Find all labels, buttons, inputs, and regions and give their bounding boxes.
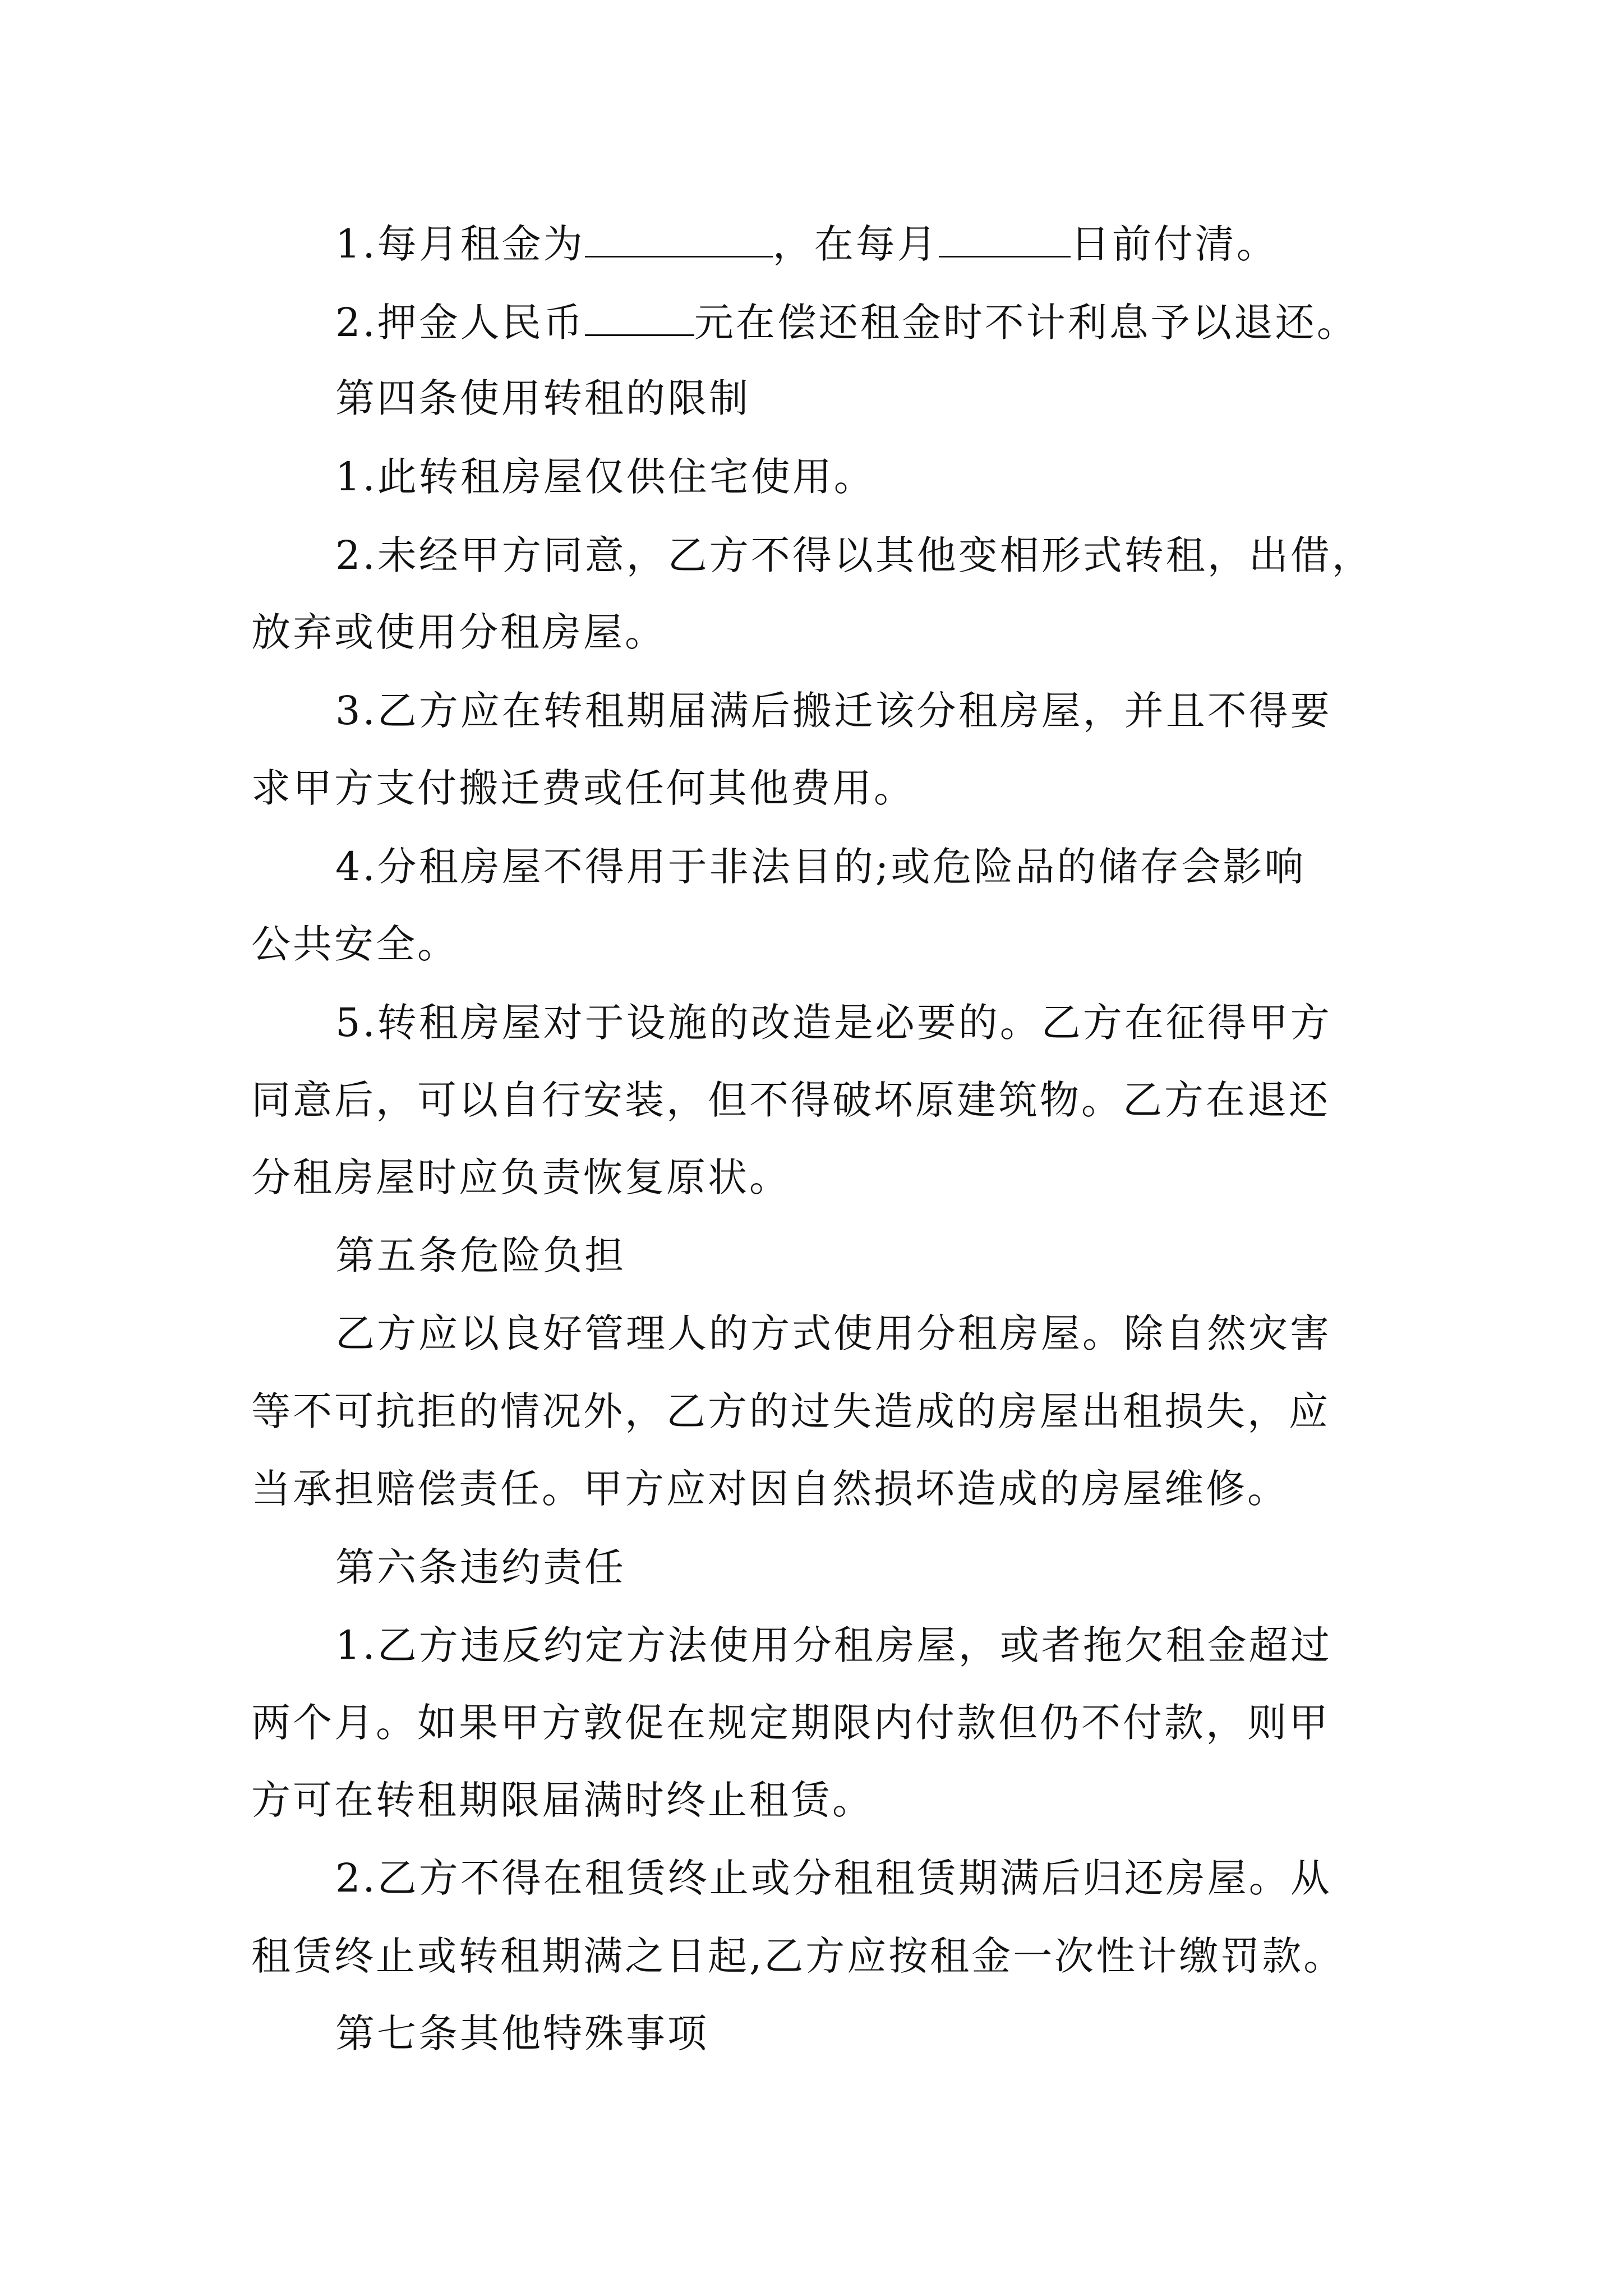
paragraph-deposit <box>251 300 1474 346</box>
rent-label: 1.每月租金为 <box>335 221 585 267</box>
paragraph-line: 乙方应以良好管理人的方式使用分租房屋。除自然灾害 <box>335 1310 1331 1356</box>
rent-due-suffix: 日前付清。 <box>1070 221 1278 267</box>
paragraph-line: 当承担赔偿责任。甲方应对因自然损坏造成的房屋维修。 <box>251 1466 1289 1512</box>
heading-article-5: 第五条危险负担 <box>335 1232 626 1278</box>
paragraph-line: 同意后，可以自行安装，但不得破坏原建筑物。乙方在退还 <box>251 1077 1330 1123</box>
paragraph-line: 2.乙方不得在租赁终止或分租租赁期满后归还房屋。从 <box>335 1855 1332 1901</box>
rent-due-label: ，在每月 <box>772 221 939 267</box>
paragraph-line: 2.未经甲方同意，乙方不得以其他变相形式转租，出借， <box>335 532 1373 578</box>
paragraph-line: 分租房屋时应负责恢复原状。 <box>251 1154 791 1200</box>
heading-article-4: 第四条使用转租的限制 <box>335 375 750 421</box>
paragraph-rent-amount <box>251 221 1474 267</box>
paragraph-line: 两个月。如果甲方敦促在规定期限内付款但仍不付款，则甲 <box>251 1700 1330 1746</box>
rent-amount-blank <box>585 223 773 257</box>
heading-article-7: 第七条其他特殊事项 <box>335 2010 709 2056</box>
paragraph-line: 1.此转租房屋仅供住宅使用。 <box>335 454 875 500</box>
deposit-amount-blank <box>585 302 694 336</box>
paragraph-line: 放弃或使用分租房屋。 <box>251 609 666 655</box>
rent-due-day-blank <box>939 223 1071 257</box>
paragraph-line: 求甲方支付搬迁费或任何其他费用。 <box>251 765 915 811</box>
deposit-label: 2.押金人民币 <box>335 300 585 346</box>
paragraph-line: 3.乙方应在转租期届满后搬迁该分租房屋，并且不得要 <box>335 688 1332 734</box>
deposit-suffix: 元在偿还租金时不计利息予以退还。 <box>694 300 1358 346</box>
paragraph-line: 5.转租房屋对于设施的改造是必要的。乙方在征得甲方 <box>335 1000 1332 1046</box>
paragraph-line: 租赁终止或转租期满之日起,乙方应按租金一次性计缴罚款。 <box>251 1933 1345 1979</box>
paragraph-line: 等不可抗拒的情况外，乙方的过失造成的房屋出租损失，应 <box>251 1388 1330 1434</box>
heading-article-6: 第六条违约责任 <box>335 1544 626 1590</box>
paragraph-line: 1.乙方违反约定方法使用分租房屋，或者拖欠租金超过 <box>335 1622 1332 1668</box>
paragraph-line: 方可在转租期限届满时终止租赁。 <box>251 1777 874 1823</box>
paragraph-line: 公共安全。 <box>251 921 459 967</box>
paragraph-line: 4.分租房屋不得用于非法目的;或危险品的储存会影响 <box>335 844 1306 890</box>
